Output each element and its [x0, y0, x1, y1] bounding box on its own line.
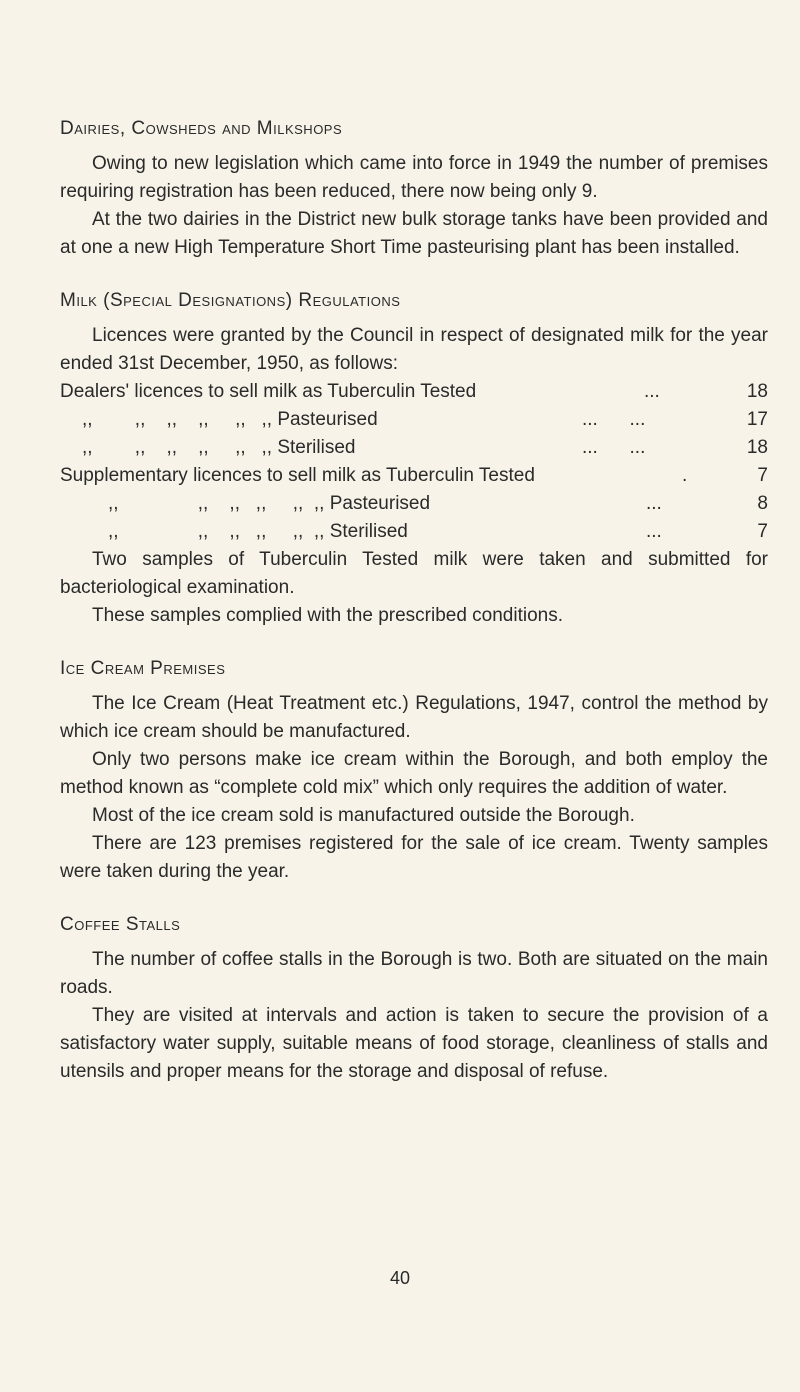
licence-label: Supplementary licences to sell milk as Tuberculin Tested: [60, 465, 535, 486]
licence-label: ,, ,, ,, ,, ,, ,, Pasteurised: [108, 493, 431, 514]
licence-label: ,, ,, ,, ,, ,, ,, Sterilised: [108, 521, 408, 542]
section-heading-milk-regulations: Milk (Special Designations) Regulations: [60, 290, 401, 311]
licence-count: 7: [757, 465, 768, 486]
paragraph: Most of the ice cream sold is manufactured outside the Borough.: [92, 805, 635, 826]
licence-leader: ...: [646, 493, 662, 514]
paragraph: These samples complied with the prescribed conditions.: [92, 605, 564, 626]
licence-leader: ... ...: [582, 437, 646, 458]
licence-row: [60, 406, 768, 434]
paragraph: The number of coffee stalls in the Borough is two. Both are situated on the main roads.: [60, 949, 768, 998]
licence-row: [60, 490, 768, 518]
licence-leader: ...: [646, 521, 662, 542]
licence-row: [60, 518, 768, 546]
paragraph: The Ice Cream (Heat Treatment etc.) Regulations, 1947, control the method by which ice cream should be manufactured.: [60, 693, 768, 742]
licence-label: ,, ,, ,, ,, ,, ,, Sterilised: [82, 437, 356, 458]
licence-label: ,, ,, ,, ,, ,, ,, Pasteurised: [82, 409, 378, 430]
paragraph: Licences were granted by the Council in respect of designated milk for the year ended 31st December, 1950, as follows:: [60, 325, 768, 374]
licence-label: Dealers' licences to sell milk as Tuberculin Tested: [60, 381, 477, 402]
licence-leader: ...: [644, 381, 660, 402]
licence-count: 18: [746, 381, 768, 402]
page-content: [60, 116, 768, 1086]
paragraph: There are 123 premises registered for the sale of ice cream. Twenty samples were taken during the year.: [60, 833, 768, 882]
licence-count: 8: [757, 493, 768, 514]
page-number: 40: [389, 1268, 411, 1288]
licence-count: 18: [746, 437, 768, 458]
licence-row: [60, 434, 768, 462]
paragraph: Two samples of Tuberculin Tested milk were taken and submitted for bacteriological examination.: [60, 549, 768, 598]
paragraph: At the two dairies in the District new bulk storage tanks have been provided and at one a new High Temperature Short Time pasteurising plant has been installed.: [60, 209, 768, 258]
licence-row: [60, 378, 768, 406]
section-heading-coffee-stalls: Coffee Stalls: [60, 914, 181, 935]
paragraph: Owing to new legislation which came into force in 1949 the number of premises requiring registration has been reduced, there now being only 9.: [60, 153, 768, 202]
licence-count: 17: [746, 409, 768, 430]
section-heading-ice-cream: Ice Cream Premises: [60, 658, 226, 679]
paragraph: Only two persons make ice cream within the Borough, and both employ the method known as “complete cold mix” which only requires the addition of water.: [60, 749, 768, 798]
section-heading-dairies: Dairies, Cowsheds and Milkshops: [60, 118, 343, 139]
licence-leader: .: [682, 465, 688, 486]
paragraph: They are visited at intervals and action is taken to secure the provision of a satisfactory water supply, suitable means of food storage, cleanliness of stalls and utensils and proper means for the storage and disposal of refuse.: [60, 1005, 768, 1082]
licence-leader: ... ...: [582, 409, 646, 430]
licence-row: [60, 462, 768, 490]
licence-count: 7: [757, 521, 768, 542]
